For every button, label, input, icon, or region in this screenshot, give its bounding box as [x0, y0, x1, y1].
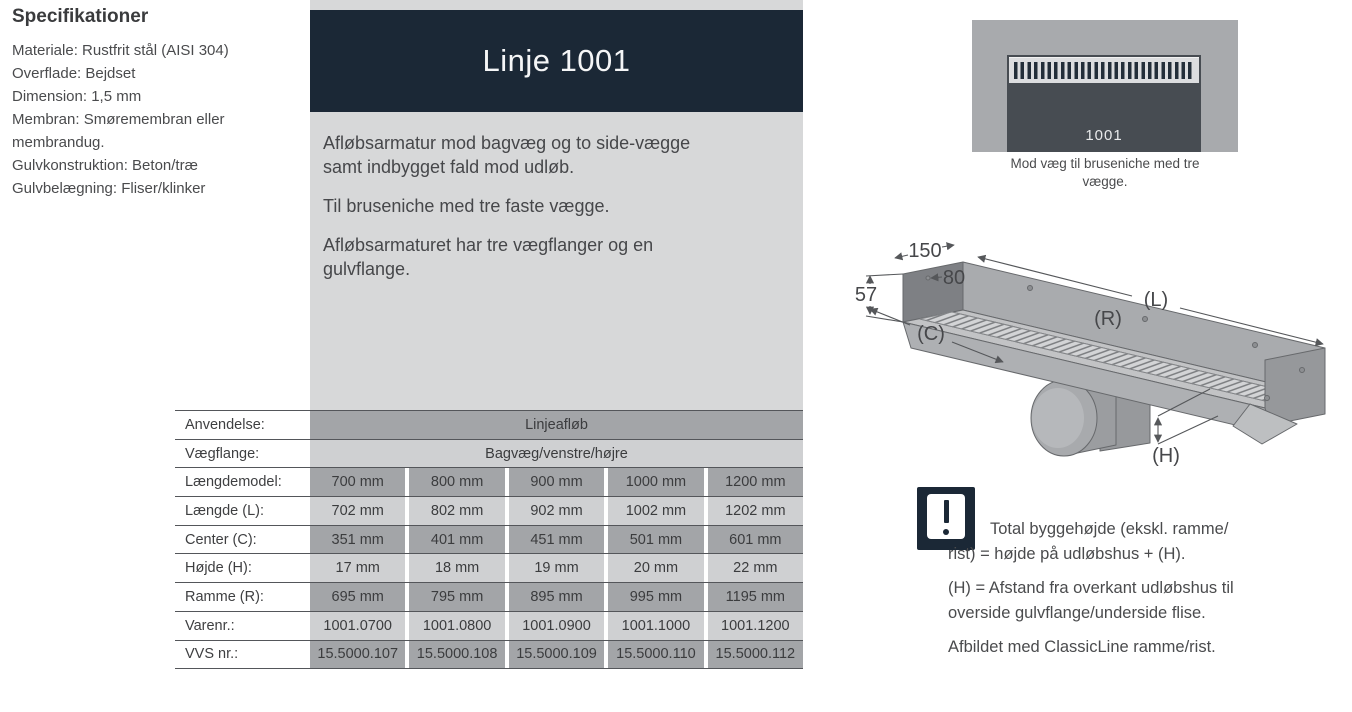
row-cells	[310, 612, 803, 640]
row-cells	[310, 440, 803, 468]
row-label: Varenr.:	[175, 612, 307, 640]
row-label: VVS nr.:	[175, 641, 307, 669]
row-label: Vægflange:	[175, 440, 307, 468]
photo-caption	[997, 155, 1213, 191]
product-title-banner	[310, 10, 803, 112]
dim-R-label: (R)	[1094, 308, 1122, 330]
table-cell: 902 mm	[509, 497, 604, 525]
table-cell: 1002 mm	[608, 497, 703, 525]
grate-bars	[1014, 62, 1194, 79]
note-paragraph-total	[948, 517, 1278, 567]
row-label: Ramme (R):	[175, 583, 307, 611]
table-row-anvendelse	[175, 411, 803, 440]
table-cell: 800 mm	[409, 468, 504, 496]
note-paragraph-afbildet	[948, 635, 1278, 660]
product-photo	[972, 20, 1238, 152]
table-cell: 601 mm	[708, 526, 803, 554]
description-line: Afløbsarmatur mod bagvæg og to side-vægge	[323, 133, 691, 153]
row-label: Længdemodel:	[175, 468, 307, 496]
spec-item-overflade: Overflade: Bejdset	[12, 65, 136, 82]
row-cells	[310, 468, 803, 496]
table-cell: 802 mm	[409, 497, 504, 525]
table-row-center	[175, 526, 803, 555]
description-paragraph	[323, 233, 793, 281]
table-cell: 1195 mm	[708, 583, 803, 611]
table-cell: 995 mm	[608, 583, 703, 611]
table-cell: 15.5000.108	[409, 641, 504, 669]
dim-80-label: 80	[942, 267, 966, 289]
table-cell: 15.5000.112	[708, 641, 803, 669]
row-label: Anvendelse:	[175, 411, 307, 439]
table-cell: 15.5000.109	[509, 641, 604, 669]
spec-item-gulvkonstruktion: Gulvkonstruktion: Beton/træ	[12, 157, 198, 174]
row-cells	[310, 641, 803, 669]
drain-grate-image	[1009, 57, 1199, 83]
table-cell: 501 mm	[608, 526, 703, 554]
photo-caption-line: vægge.	[1082, 174, 1128, 189]
table-cell: 1001.1000	[608, 612, 703, 640]
photo-model-label: 1001	[1085, 127, 1123, 144]
row-cells	[310, 554, 803, 582]
note-line: Afbildet med ClassicLine ramme/rist.	[948, 638, 1216, 656]
note-line: overside gulvflange/underside flise.	[948, 604, 1206, 622]
table-cell: 695 mm	[310, 583, 405, 611]
spec-item-gulvbelaegning: Gulvbelægning: Fliser/klinker	[12, 180, 206, 197]
table-cell: 17 mm	[310, 554, 405, 582]
note-line: (H) = Afstand fra overkant udløbshus til	[948, 579, 1234, 597]
table-row-laengde	[175, 497, 803, 526]
description-line: gulvflange.	[323, 259, 411, 279]
description-paragraph	[323, 194, 793, 218]
isometric-drain-drawing	[850, 230, 1350, 480]
note-paragraph-h	[948, 576, 1278, 626]
table-cell: 1001.0800	[409, 612, 504, 640]
dim-150-label: 150	[908, 240, 942, 262]
row-cells	[310, 411, 803, 439]
table-cell: 700 mm	[310, 468, 405, 496]
specifications-title: Specifikationer	[12, 6, 149, 27]
table-cell: Linjeafløb	[310, 411, 803, 439]
row-cells	[310, 526, 803, 554]
table-cell: 895 mm	[509, 583, 604, 611]
table-row-varenr	[175, 612, 803, 641]
description-line: Afløbsarmaturet har tre vægflanger og en	[323, 235, 654, 255]
product-description	[323, 131, 793, 296]
spec-item-membran-line2: membrandug.	[12, 134, 105, 151]
drain-body-image	[1007, 55, 1201, 152]
row-label: Center (C):	[175, 526, 307, 554]
table-row-laengdemodel	[175, 468, 803, 497]
description-line: Til bruseniche med tre faste vægge.	[323, 196, 610, 216]
technical-drawing	[850, 230, 1350, 480]
description-paragraph	[323, 131, 793, 179]
description-line: samt indbygget fald mod udløb.	[323, 157, 575, 177]
product-title: Linje 1001	[482, 43, 631, 78]
note-line: Total byggehøjde (ekskl. ramme/	[990, 520, 1229, 538]
row-label: Længde (L):	[175, 497, 307, 525]
dim-L-label: (L)	[1143, 289, 1169, 311]
dim-H-label: (H)	[1152, 445, 1180, 467]
table-cell: 15.5000.107	[310, 641, 405, 669]
table-row-vaegflange	[175, 440, 803, 469]
dim-C-label: (C)	[917, 323, 945, 345]
table-cell: 351 mm	[310, 526, 405, 554]
table-cell: 795 mm	[409, 583, 504, 611]
spec-item-membran-line1: Membran: Smøremembran eller	[12, 111, 225, 128]
table-row-hoejde	[175, 554, 803, 583]
specifications-section	[12, 6, 290, 200]
table-cell: 22 mm	[708, 554, 803, 582]
table-cell: 1001.0900	[509, 612, 604, 640]
dim-57-label: 57	[854, 284, 878, 306]
row-cells	[310, 583, 803, 611]
spec-item-materiale: Materiale: Rustfrit stål (AISI 304)	[12, 42, 229, 59]
table-cell: 18 mm	[409, 554, 504, 582]
table-cell: 900 mm	[509, 468, 604, 496]
table-cell: 15.5000.110	[608, 641, 703, 669]
spec-item-dimension: Dimension: 1,5 mm	[12, 88, 142, 105]
table-cell: 401 mm	[409, 526, 504, 554]
table-cell: Bagvæg/venstre/højre	[310, 440, 803, 468]
note-text	[948, 517, 1278, 669]
table-cell: 1000 mm	[608, 468, 703, 496]
table-cell: 1200 mm	[708, 468, 803, 496]
table-row-vvs	[175, 641, 803, 670]
table-cell: 1001.0700	[310, 612, 405, 640]
table-cell: 19 mm	[509, 554, 604, 582]
table-row-ramme	[175, 583, 803, 612]
table-cell: 1001.1200	[708, 612, 803, 640]
table-cell: 1202 mm	[708, 497, 803, 525]
table-cell: 20 mm	[608, 554, 703, 582]
product-panel	[310, 0, 803, 410]
note-line: rist) = højde på udløbshus + (H).	[948, 545, 1186, 563]
photo-caption-line: Mod væg til bruseniche med tre	[1010, 156, 1200, 171]
table-cell: 451 mm	[509, 526, 604, 554]
dimension-table	[175, 410, 803, 669]
row-label: Højde (H):	[175, 554, 307, 582]
table-cell: 702 mm	[310, 497, 405, 525]
row-cells	[310, 497, 803, 525]
